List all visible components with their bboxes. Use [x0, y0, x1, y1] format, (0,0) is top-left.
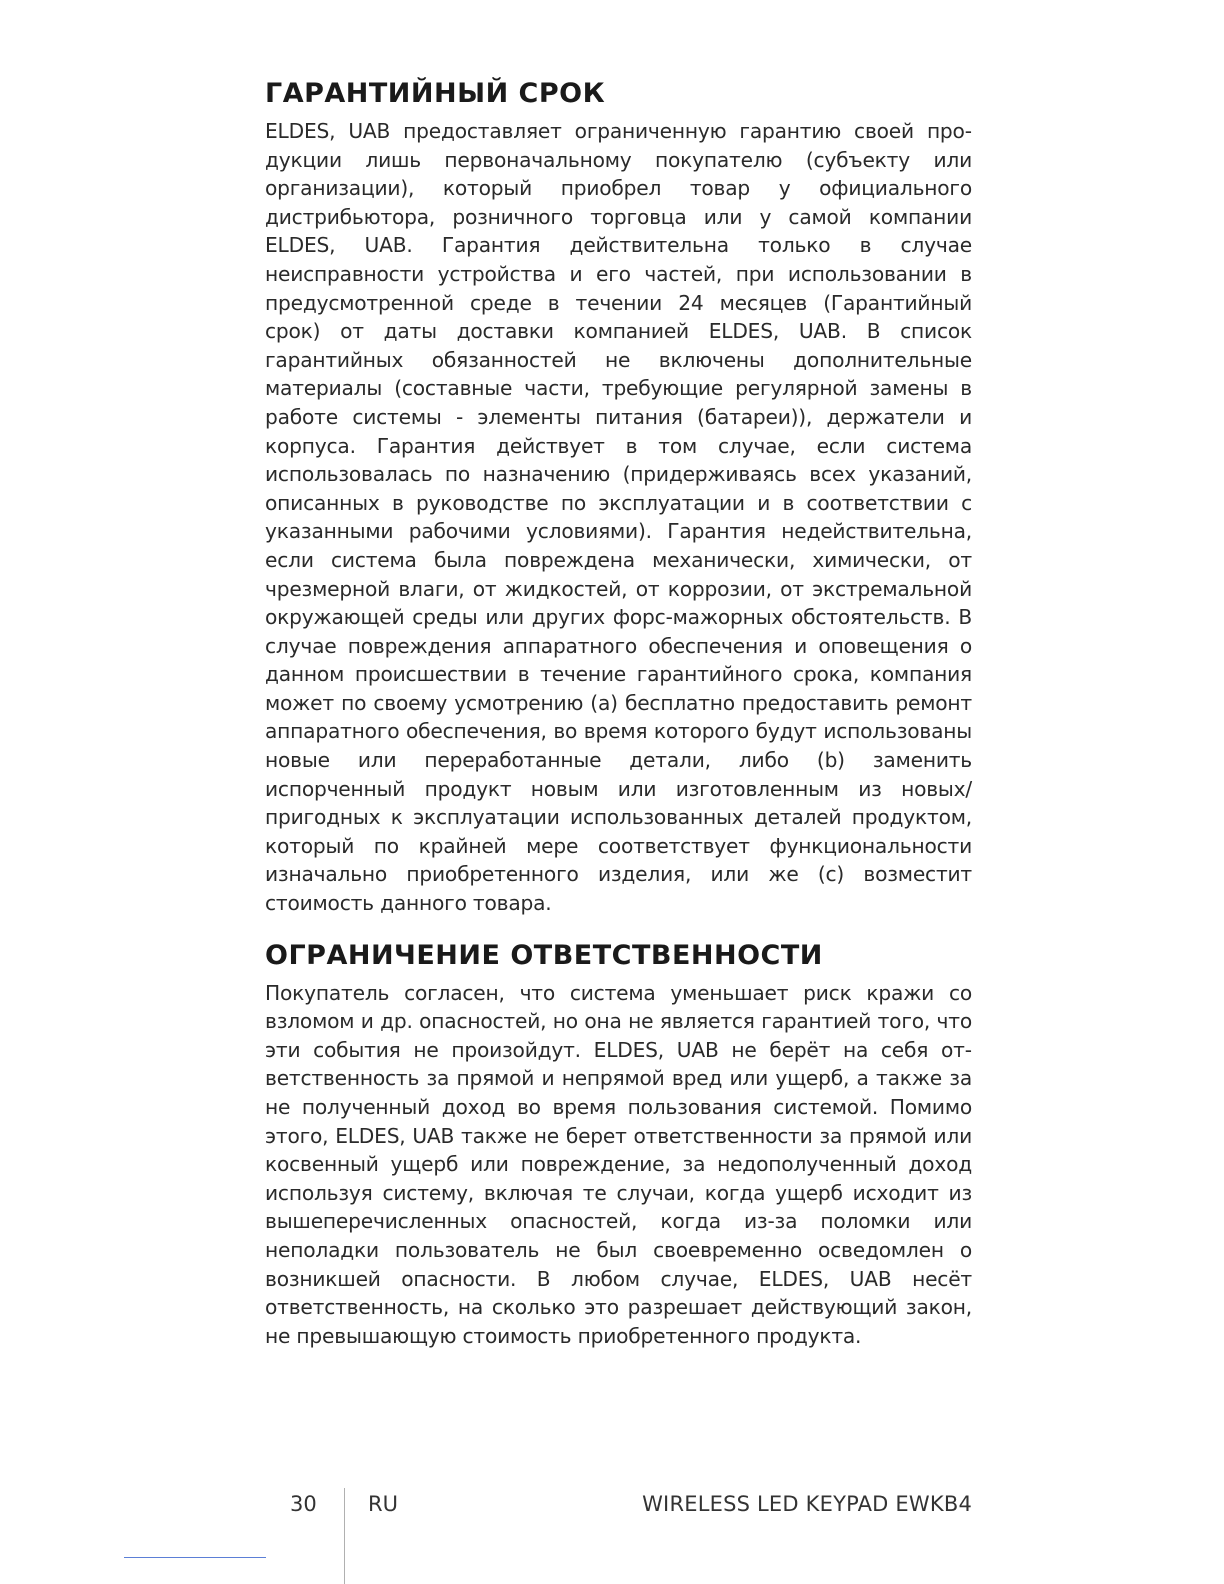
- footer-divider: [344, 1488, 345, 1584]
- page-number: 30: [290, 1492, 317, 1516]
- product-name: WIRELESS LED KEYPAD EWKB4: [642, 1492, 972, 1516]
- section-text-liability: Покупатель согласен, что система уменьшает риск кражи со взломом и др. опасностей, но она не является гарантией того, что эти события не произойдут. ELDES, UAB не берёт на себя ответственность за прямой и непрямой вред или ущерб, а также за не полученный доход во время пользования системой. Помимо этого, ELDES, UAB также не берет ответственности за прямой или косвенный ущерб или повреждение, за недополученный доход используя систему, включая те случаи, когда ущерб исходит из вышеперечисленных опасностей, когда из-за поломки или неполадки пользователь не был своевременно осведомлен о возникшей опасности. В любом случае, ELDES, UAB несёт ответственность, на сколько это разрешает действующий закон, не превышающую стоимость приобретенного продукта.: [265, 980, 972, 1348]
- section-spacer: [265, 918, 972, 940]
- section-title-warranty: ГАРАНТИЙНЫЙ СРОК: [265, 78, 606, 109]
- section-title-liability: ОГРАНИЧЕНИЕ ОТВЕТСТВЕННОСТИ: [265, 939, 823, 971]
- section-text-warranty: ELDES, UAB предоставляет ограниченную гарантию своей продукции лишь первоначальному покупателю (субъекту или организации), который приобрел товар у официального дистрибьютора, розничного торговца или у самой компании ELDES, UAB. Гарантия действительна только в случае неисправности устройства и его частей, при использовании в предусмотренной среде в течении 24 месяцев (Гарантийный срок) от даты доставки компанией ELDES, UAB. В список гарантийных обязанностей не включены дополнительные материалы (составные части, требующие регулярной замены в работе системы - элементы питания (батареи)), держатели и корпуса. Гарантия действует в том случае, если система использовалась по назначению (придерживаясь всех указаний, описанных в руководстве по эксплуатации и в соответствии с указанными рабочими условиями). Гарантия недействительна, если система была повреждена механически, химически, от чрезмерной влаги, от жидкостей, от коррозии, от экстремальной окружающей среды или других форс-мажорных обстоятельств. В случае повреждения аппаратного обеспечения и оповещения о данном происшествии в течение гарантийного срока, компания может по своему усмотрению (a) бесплатно предоставить ремонт аппаратного обеспечения, во время которого будут использованы новые или переработанные детали, либо (b) заменить испорченный продукт новым или изготовленным из новых/ пригодных к эксплуатации использованных деталей продуктом, который по крайней мере соответствует функциональности изначально приобретенного изделия, или же (c) возместит стоимость данного товара.: [265, 119, 972, 916]
- page-footer: [0, 1488, 1224, 1528]
- corner-rule: [124, 1557, 266, 1558]
- document-body: [265, 78, 972, 1350]
- language-code: RU: [368, 1492, 398, 1516]
